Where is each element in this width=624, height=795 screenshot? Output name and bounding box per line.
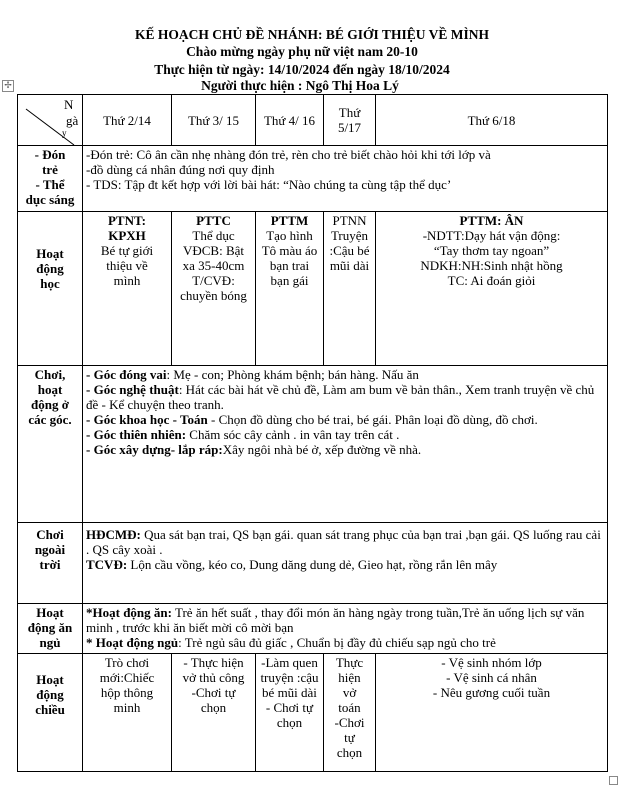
learning-fri: PTTM: ÂN -NDTT:Dạy hát vận động: “Tay thơm tay ngoan” NDKH:NH:Sinh nhật hồng TC: Ai đoán giỏi <box>376 212 608 366</box>
learning-tue: PTTC Thể dục VĐCB: Bật xa 35-40cm T/CVĐ: chuyền bóng <box>172 212 256 366</box>
welcome-line: - TDS: Tập đt kết hợp với lời bài hát: “Nào chúng ta cùng tập thể dục’ <box>86 177 452 192</box>
learning-mon: PTNT: KPXH Bé tự giới thiệu về mình <box>83 212 172 366</box>
day-wed: Thứ 4/ 16 <box>256 95 324 146</box>
meals-item: *Hoạt động ăn: Trẻ ăn hết suất , thay đổi món ăn hàng ngày trong tuần,Trẻ ăn uống lịch sự văn minh , trước khi ăn biết mời cô mời bạn <box>86 605 585 635</box>
corner-item: - Góc khoa học - Toán - Chọn đồ dùng cho bé trai, bé gái. Phân loại đồ dùng, đồ chơi. <box>86 412 538 427</box>
afternoon-mon: Trò chơi mới:Chiếc hộp thông minh <box>83 654 172 772</box>
outdoor-row <box>18 523 608 604</box>
outdoor-label: Chơi ngoài trời <box>18 523 83 604</box>
greeting-line: Chào mừng ngày phụ nữ việt nam 20-10 <box>186 44 418 59</box>
corner-y: y <box>62 128 67 138</box>
afternoon-row <box>18 654 608 772</box>
welcome-line: -Đón trẻ: Cô ân cần nhẹ nhàng đón trẻ, rèn cho trẻ biết chào hỏi khi tới lớp và <box>86 147 491 162</box>
welcome-label: - Đón trẻ - Thể dục sáng <box>18 146 83 212</box>
learning-label: Hoạt động học <box>18 212 83 366</box>
afternoon-label: Hoạt động chiều <box>18 654 83 772</box>
corner-ga: gà <box>66 113 79 128</box>
corner-item: - Góc thiên nhiên: Chăm sóc cây cảnh . in vân tay trên cát . <box>86 427 400 442</box>
meals-item: * Hoạt động ngủ: Trẻ ngủ sâu đủ giấc , Chuẩn bị đầy đủ chiếu sạp ngủ cho trẻ <box>86 635 496 650</box>
corners-content <box>83 366 608 523</box>
welcome-content <box>83 146 608 212</box>
corners-label: Chơi, hoạt động ở các góc. <box>18 366 83 523</box>
learning-wed: PTTM Tạo hình Tô màu áo bạn trai bạn gái <box>256 212 324 366</box>
afternoon-tue: - Thực hiện vở thủ công -Chơi tự chọn <box>172 654 256 772</box>
corner-n: N <box>64 97 74 112</box>
day-fri: Thứ 6/18 <box>376 95 608 146</box>
date-range: Thực hiện từ ngày: 14/10/2024 đến ngày 18/10/2024 <box>154 62 450 77</box>
day-header-row <box>18 95 608 146</box>
meals-content <box>83 604 608 654</box>
meals-label: Hoạt động ăn ngủ <box>18 604 83 654</box>
learning-row <box>18 212 608 366</box>
corner-item: - Góc nghệ thuật: Hát các bài hát về chủ đề, Làm am bum về bản thân., Xem tranh truyện về chủ đề - Kể chuyện theo tranh. <box>86 382 595 412</box>
afternoon-fri: - Vệ sinh nhóm lớp - Vệ sinh cá nhân - Nêu gương cuối tuần <box>376 654 608 772</box>
outdoor-item: TCVĐ: Lộn cầu vồng, kéo co, Dung dăng dung dẻ, Gieo hạt, rồng rắn lên mây <box>86 557 498 572</box>
table-move-handle-icon[interactable]: ✢ <box>2 80 14 92</box>
author-line: Người thực hiện : Ngô Thị Hoa Lý <box>201 78 399 93</box>
table-resize-handle[interactable] <box>609 776 618 785</box>
day-mon: Thứ 2/14 <box>83 95 172 146</box>
outdoor-content <box>83 523 608 604</box>
corner-cell <box>18 95 83 146</box>
corner-item: - Góc đóng vai: Mẹ - con; Phòng khám bệnh; bán hàng. Nấu ăn <box>86 367 419 382</box>
meals-row <box>18 604 608 654</box>
afternoon-thu: Thực hiện vở toán -Chơi tự chọn <box>324 654 376 772</box>
corners-row <box>18 366 608 523</box>
plan-title: KẾ HOẠCH CHỦ ĐỀ NHÁNH: BÉ GIỚI THIỆU VỀ MÌNH <box>135 27 489 42</box>
welcome-row <box>18 146 608 212</box>
corner-item: - Góc xây dựng- lắp ráp:Xây ngôi nhà bé ở, xếp đường về nhà. <box>86 442 422 457</box>
weekly-plan-table <box>17 94 608 772</box>
day-tue: Thứ 3/ 15 <box>172 95 256 146</box>
afternoon-wed: -Làm quen truyện :cậu bé mũi dài - Chơi tự chọn <box>256 654 324 772</box>
learning-thu: PTNN Truyện :Cậu bé mũi dài <box>324 212 376 366</box>
day-thu: Thứ 5/17 <box>324 95 376 146</box>
welcome-line: -đồ dùng cá nhân đúng nơi quy định <box>86 162 275 177</box>
outdoor-item: HĐCMĐ: Qua sát bạn trai, QS bạn gái. quan sát trang phục của bạn trai ,bạn gái. QS luống rau cải . QS cây xoài . <box>86 527 601 557</box>
